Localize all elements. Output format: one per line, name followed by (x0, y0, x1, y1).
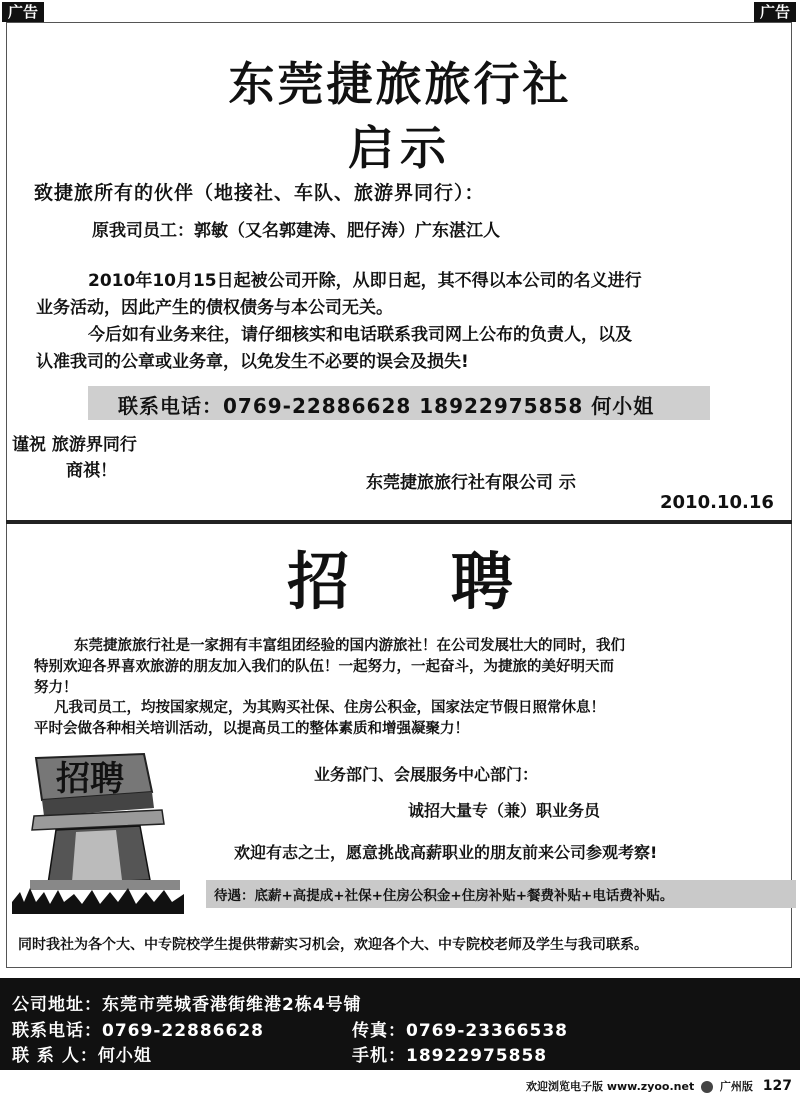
recruit-p2-line1: 凡我司员工，均按国家规定，为其购买社保、住房公积金，国家法定节假日照常休息！ (54, 700, 605, 716)
notice-salutation: 致捷旅所有的伙伴（地接社、车队、旅游界同行）： (34, 182, 485, 204)
notice-p1-line2: 业务活动，因此产生的债权债务与本公司无关。 (36, 298, 393, 318)
recruitment-paragraph-2 (34, 698, 784, 740)
notice-p2-line1: 今后如有业务来往，请仔细核实和电话联系我司网上公布的负责人，以及 (88, 325, 632, 345)
greeting-line-1: 谨祝 旅游界同行 (12, 435, 137, 455)
graphic-recruit-text: 招聘 (56, 759, 124, 799)
notice-paragraph-1 (36, 268, 776, 322)
signature-company: 东莞捷旅旅行社有限公司 示 (366, 473, 576, 493)
notice-subtitle: 启示 (348, 121, 452, 175)
recruitment-paragraph-1 (34, 636, 784, 699)
page-footer-text: 欢迎浏览电子版 www.zyoo.net (526, 1080, 695, 1093)
phone-label: 联系电话： (12, 1021, 102, 1041)
notice-p1-line1: 2010年10月15日起被公司开除，从即日起，其不得以本公司的名义进行 (88, 271, 642, 291)
recruitment-departments: 业务部门、会展服务中心部门： (314, 765, 539, 784)
employee-line: 原我司员工：郭敏（又名郭建涛、肥仔涛）广东湛江人 (92, 221, 500, 241)
address-value: 东莞市莞城香港街维港2栋4号铺 (102, 995, 362, 1015)
recruit-p2-line2: 平时会做各种相关培训活动，以提高员工的整体素质和增强凝聚力！ (34, 721, 469, 737)
fax-label: 传真： (352, 1021, 406, 1041)
intern-notice: 同时我社为各个大、中专院校学生提供带薪实习机会，欢迎各个大、中专院校老师及学生与我司联系。 (18, 937, 648, 953)
mobile-value: 18922975858 (406, 1046, 548, 1066)
globe-icon (701, 1081, 713, 1093)
recruit-p1-line3: 努力！ (34, 680, 78, 696)
ad-tag-right: 广告 (754, 2, 796, 22)
section-divider (6, 520, 792, 524)
page-edition: 广州版 (719, 1080, 753, 1093)
phone-value: 0769-22886628 (102, 1021, 264, 1041)
ad-tag-left: 广告 (2, 2, 44, 22)
recruitment-benefits: 待遇：底薪+高提成+社保+住房公积金+住房补贴+餐费补贴+电话费补贴。 (214, 888, 674, 904)
recruitment-positions: 诚招大量专（兼）职业务员 (408, 801, 601, 820)
notice-p2-line2: 认准我司的公章或业务章，以免发生不必要的误会及损失! (36, 352, 469, 372)
recruitment-welcome: 欢迎有志之士，愿意挑战高薪职业的朋友前来公司参观考察! (234, 843, 658, 862)
contact-label: 联 系 人： (12, 1046, 98, 1066)
greeting-line-2: 商祺！ (66, 461, 117, 481)
recruit-p1-line2: 特别欢迎各界喜欢旅游的朋友加入我们的队伍！一起努力，一起奋斗，为捷旅的美好明天而 (34, 659, 614, 675)
recruit-p1-line1: 东莞捷旅旅行社是一家拥有丰富组团经验的国内游旅社！在公司发展壮大的同时，我们 (74, 638, 625, 654)
mobile-label: 手机： (352, 1046, 406, 1066)
notice-phone-line: 联系电话：0769-22886628 18922975858 何小姐 (118, 394, 655, 418)
notice-paragraph-2 (36, 322, 776, 376)
contact-value: 何小姐 (97, 1046, 152, 1066)
recruitment-title: 招 聘 (287, 545, 553, 618)
recruitment-podium-graphic (12, 752, 184, 914)
signature-date: 2010.10.16 (660, 492, 774, 513)
page-number: 127 (762, 1078, 792, 1094)
notice-title: 东莞捷旅旅行社 (228, 57, 572, 111)
contact-footer (0, 978, 800, 1070)
address-label: 公司地址： (12, 995, 102, 1015)
fax-value: 0769-23366538 (406, 1021, 568, 1041)
page-footer (526, 1078, 792, 1094)
